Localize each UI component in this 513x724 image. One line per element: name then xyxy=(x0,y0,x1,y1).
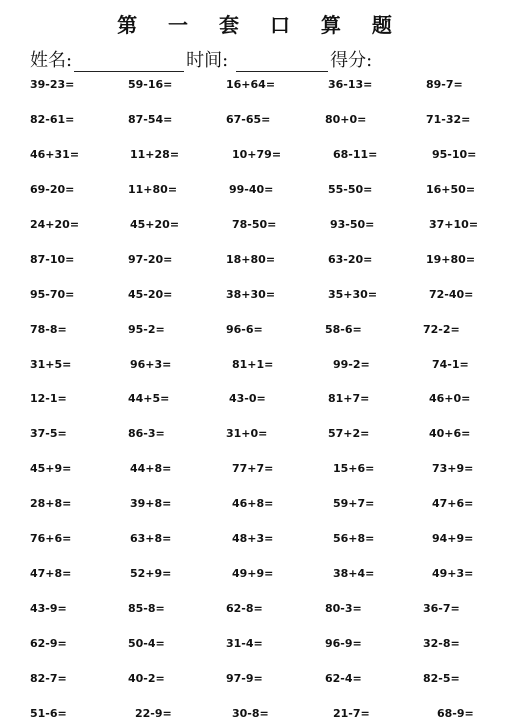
arithmetic-problem: 45+20= xyxy=(130,217,180,231)
arithmetic-problem: 45+9= xyxy=(30,462,72,476)
arithmetic-problem: 95-2= xyxy=(128,322,165,336)
arithmetic-problem: 97-9= xyxy=(226,671,263,685)
arithmetic-problem: 57+2= xyxy=(328,427,370,441)
arithmetic-problem: 51-6= xyxy=(30,706,67,720)
arithmetic-problem: 82-61= xyxy=(30,112,75,126)
arithmetic-problem: 44+8= xyxy=(130,462,172,476)
arithmetic-problem: 39+8= xyxy=(130,497,172,511)
problem-row xyxy=(0,145,513,165)
arithmetic-problem: 94+9= xyxy=(432,532,474,546)
arithmetic-problem: 45-20= xyxy=(128,287,173,301)
arithmetic-problem: 59+7= xyxy=(333,497,375,511)
arithmetic-problem: 47+8= xyxy=(30,567,72,581)
arithmetic-problem: 40-2= xyxy=(128,671,165,685)
arithmetic-problem: 85-8= xyxy=(128,602,165,616)
arithmetic-problem: 80-3= xyxy=(325,602,362,616)
arithmetic-problem: 87-54= xyxy=(128,112,173,126)
arithmetic-problem: 43-9= xyxy=(30,602,67,616)
arithmetic-problem: 62-8= xyxy=(226,602,263,616)
arithmetic-problem: 96-6= xyxy=(226,322,263,336)
arithmetic-problem: 71-32= xyxy=(426,112,471,126)
arithmetic-problem: 72-40= xyxy=(429,287,474,301)
arithmetic-problem: 46+8= xyxy=(232,497,274,511)
arithmetic-problem: 78-8= xyxy=(30,322,67,336)
arithmetic-problem: 62-4= xyxy=(325,671,362,685)
arithmetic-problem: 50-4= xyxy=(128,637,165,651)
arithmetic-problem: 11+28= xyxy=(130,147,180,161)
arithmetic-problem: 35+30= xyxy=(328,287,378,301)
arithmetic-problem: 73+9= xyxy=(432,462,474,476)
arithmetic-problem: 22-9= xyxy=(135,706,172,720)
arithmetic-problem: 49+3= xyxy=(432,567,474,581)
arithmetic-problem: 47+6= xyxy=(432,497,474,511)
arithmetic-problem: 38+4= xyxy=(333,567,375,581)
arithmetic-problem: 43-0= xyxy=(229,392,266,406)
arithmetic-problem: 48+3= xyxy=(232,532,274,546)
arithmetic-problem: 39-23= xyxy=(30,78,75,91)
arithmetic-problem: 72-2= xyxy=(423,322,460,336)
arithmetic-problem: 63-20= xyxy=(328,252,373,266)
arithmetic-problem: 68-9= xyxy=(437,706,474,720)
arithmetic-problem: 31-4= xyxy=(226,637,263,651)
arithmetic-problem: 82-5= xyxy=(423,671,460,685)
time-label: 时间: xyxy=(186,50,229,71)
arithmetic-problem: 31+0= xyxy=(226,427,268,441)
arithmetic-problem: 99-2= xyxy=(333,357,370,371)
problem-row xyxy=(0,250,513,270)
arithmetic-problem: 16+50= xyxy=(426,182,476,196)
arithmetic-problem: 12-1= xyxy=(30,392,67,406)
problem-row xyxy=(0,75,513,95)
arithmetic-problem: 46+31= xyxy=(30,147,80,161)
arithmetic-problem: 86-3= xyxy=(128,427,165,441)
problem-row xyxy=(0,215,513,235)
arithmetic-problem: 81+1= xyxy=(232,357,274,371)
arithmetic-problem: 46+0= xyxy=(429,392,471,406)
worksheet-title: 第 一 套 口 算 题 xyxy=(117,13,404,37)
arithmetic-problem: 74-1= xyxy=(432,357,469,371)
arithmetic-problem: 11+80= xyxy=(128,182,178,196)
arithmetic-problem: 28+8= xyxy=(30,497,72,511)
problem-row xyxy=(0,424,513,444)
arithmetic-problem: 21-7= xyxy=(333,706,370,720)
arithmetic-problem: 95-10= xyxy=(432,147,477,161)
name-label: 姓名: xyxy=(30,50,73,71)
problem-row xyxy=(0,669,513,689)
arithmetic-problem: 96+3= xyxy=(130,357,172,371)
arithmetic-problem: 82-7= xyxy=(30,671,67,685)
arithmetic-problem: 87-10= xyxy=(30,252,75,266)
arithmetic-problem: 99-40= xyxy=(229,182,274,196)
arithmetic-problem: 24+20= xyxy=(30,217,80,231)
problem-row xyxy=(0,180,513,200)
problem-row xyxy=(0,285,513,305)
arithmetic-problem: 19+80= xyxy=(426,252,476,266)
arithmetic-problem: 31+5= xyxy=(30,357,72,371)
problem-row xyxy=(0,459,513,479)
arithmetic-problem: 67-65= xyxy=(226,112,271,126)
arithmetic-problem: 76+6= xyxy=(30,532,72,546)
arithmetic-problem: 37+10= xyxy=(429,217,479,231)
score-label: 得分: xyxy=(330,50,373,71)
arithmetic-problem: 38+30= xyxy=(226,287,276,301)
arithmetic-problem: 36-7= xyxy=(423,602,460,616)
arithmetic-problem: 16+64= xyxy=(226,78,276,91)
arithmetic-problem: 18+80= xyxy=(226,252,276,266)
arithmetic-problem: 52+9= xyxy=(130,567,172,581)
arithmetic-problem: 63+8= xyxy=(130,532,172,546)
arithmetic-problem: 59-16= xyxy=(128,78,173,91)
arithmetic-problem: 37-5= xyxy=(30,427,67,441)
problem-row xyxy=(0,320,513,340)
arithmetic-problem: 77+7= xyxy=(232,462,274,476)
arithmetic-problem: 36-13= xyxy=(328,78,373,91)
arithmetic-problem: 95-70= xyxy=(30,287,75,301)
problem-row xyxy=(0,529,513,549)
arithmetic-problem: 68-11= xyxy=(333,147,378,161)
arithmetic-problem: 30-8= xyxy=(232,706,269,720)
arithmetic-problem: 89-7= xyxy=(426,78,463,91)
arithmetic-problem: 49+9= xyxy=(232,567,274,581)
arithmetic-problem: 44+5= xyxy=(128,392,170,406)
arithmetic-problem: 69-20= xyxy=(30,182,75,196)
arithmetic-problem: 93-50= xyxy=(330,217,375,231)
problem-row xyxy=(0,564,513,584)
problem-row xyxy=(0,389,513,409)
arithmetic-problem: 55-50= xyxy=(328,182,373,196)
arithmetic-problem: 40+6= xyxy=(429,427,471,441)
arithmetic-problem: 58-6= xyxy=(325,322,362,336)
arithmetic-problem: 80+0= xyxy=(325,112,367,126)
arithmetic-problem: 81+7= xyxy=(328,392,370,406)
arithmetic-problem: 10+79= xyxy=(232,147,282,161)
problem-row xyxy=(0,355,513,375)
problem-row xyxy=(0,110,513,130)
arithmetic-problem: 32-8= xyxy=(423,637,460,651)
problem-row xyxy=(0,704,513,724)
arithmetic-problem: 15+6= xyxy=(333,462,375,476)
arithmetic-problem: 56+8= xyxy=(333,532,375,546)
problem-row xyxy=(0,634,513,654)
arithmetic-problem: 96-9= xyxy=(325,637,362,651)
arithmetic-problem: 97-20= xyxy=(128,252,173,266)
arithmetic-problem: 78-50= xyxy=(232,217,277,231)
arithmetic-problem: 62-9= xyxy=(30,637,67,651)
problem-row xyxy=(0,599,513,619)
problem-row xyxy=(0,494,513,514)
